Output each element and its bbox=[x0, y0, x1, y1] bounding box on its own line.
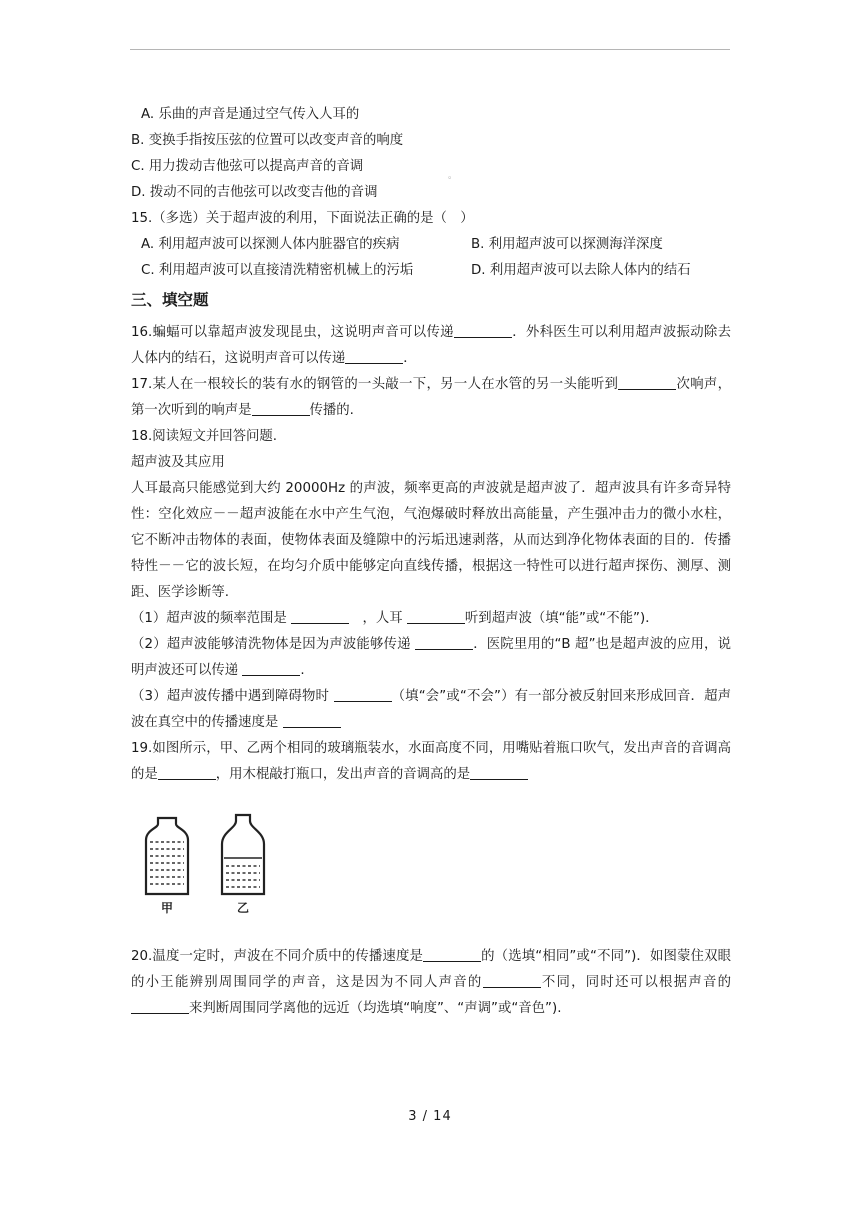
q14-option-b: B. 变换手指按压弦的位置可以改变声音的响度 bbox=[131, 133, 404, 148]
q14-option-d: D. 拨动不同的吉他弦可以改变吉他的音调 bbox=[131, 185, 378, 200]
q15-option-a: A. 利用超声波可以探测人体内脏器官的疾病 bbox=[141, 237, 400, 252]
q20-text-1: 20.温度一定时，声波在不同介质中的传播速度是 bbox=[131, 949, 424, 964]
answer-blank[interactable] bbox=[470, 763, 528, 780]
answer-blank[interactable] bbox=[252, 399, 310, 416]
answer-blank[interactable] bbox=[454, 321, 512, 338]
answer-blank[interactable] bbox=[423, 945, 481, 962]
q15-options-row-1 bbox=[131, 232, 731, 258]
section-title: 三、填空题 bbox=[131, 291, 209, 309]
q18-s2-text-3: . bbox=[300, 663, 305, 678]
answer-blank[interactable] bbox=[415, 633, 473, 650]
q14-option-a: A. 乐曲的声音是通过空气传入人耳的 bbox=[141, 107, 360, 122]
q15-options-row-2 bbox=[131, 258, 731, 284]
bottle-yi bbox=[222, 815, 264, 894]
q18-s1-text-2: ，人耳 bbox=[362, 611, 403, 626]
q15-option-b: B. 利用超声波可以探测海洋深度 bbox=[471, 237, 663, 252]
q15-option-d: D. 利用超声波可以去除人体内的结石 bbox=[471, 263, 691, 278]
answer-blank[interactable] bbox=[158, 763, 216, 780]
q16-text-3: ． bbox=[403, 351, 417, 366]
q18-s3-text-2: （填“会”或“不会”）有一部分被反射回来形成回音．超声波在真空中的传播速度是 bbox=[131, 689, 731, 730]
question-19 bbox=[131, 736, 731, 788]
q18-stem: 18.阅读短文并回答问题. bbox=[131, 429, 278, 444]
q18-s1-text-3: 听到超声波（填“能”或“不能”)． bbox=[464, 611, 659, 626]
q17-text-3: 传播的. bbox=[309, 403, 354, 418]
article-title: 超声波及其应用 bbox=[131, 455, 225, 470]
q18-sub-3 bbox=[131, 684, 731, 736]
q20-text-4: 来判断周围同学离他的远近（均选填“响度”、“声调”或“音色”). bbox=[189, 1001, 562, 1016]
water-lines-yi bbox=[226, 866, 260, 887]
q19-text-1: 19.如图所示，甲、乙两个相同的玻璃瓶装水，水面高度不同，用嘴贴着瓶口吹气，发出声音的音调高的是 bbox=[131, 741, 731, 782]
q20-text-3: 不同，同时还可以根据声音的 bbox=[540, 975, 732, 990]
q18-sub-2 bbox=[131, 632, 731, 684]
answer-blank[interactable] bbox=[334, 685, 392, 702]
q18-s2-text-2: ．医院里用的“B 超”也是超声波的应用，说明声波还可以传递 bbox=[131, 637, 731, 678]
q20-text-2: 的（选填“相同”或“不同”)．如图蒙住双眼的小王能辨别周围同学的声音，这是因为不同人声音的 bbox=[131, 949, 731, 990]
stray-mark: 。 bbox=[448, 171, 458, 181]
q15-option-c: C. 利用超声波可以直接清洗精密机械上的污垢 bbox=[141, 263, 414, 278]
bottles-figure bbox=[140, 810, 270, 918]
answer-blank[interactable] bbox=[291, 607, 349, 624]
q16-text-2: ．外科医生可以利用超声波振动除去人体内的结石，这说明声音可以传递 bbox=[131, 325, 732, 366]
q17-text-2: 次响声，第一次听到的响声是 bbox=[131, 377, 731, 418]
q14-option-c: C. 用力拨动吉他弦可以提高声音的音调 bbox=[131, 159, 364, 174]
answer-blank[interactable] bbox=[283, 711, 341, 728]
q19-text-2: ，用木棍敲打瓶口，发出声音的音调高的是 bbox=[215, 767, 471, 782]
answer-blank[interactable] bbox=[345, 347, 403, 364]
header-rule bbox=[130, 49, 730, 50]
water-lines-jia bbox=[150, 842, 184, 884]
label-jia: 甲 bbox=[160, 901, 174, 915]
question-17 bbox=[131, 372, 731, 424]
q16-text-1: 16.蝙蝠可以靠超声波发现昆虫，这说明声音可以传递 bbox=[131, 325, 454, 340]
q18-s2-text-1: （2）超声波能够清洗物体是因为声波能够传递 bbox=[131, 637, 411, 652]
answer-blank[interactable] bbox=[131, 997, 189, 1014]
label-yi: 乙 bbox=[236, 901, 250, 915]
q15-stem: 15.（多选）关于超声波的利用，下面说法正确的是（ ） bbox=[131, 211, 474, 226]
answer-blank[interactable] bbox=[407, 607, 465, 624]
question-16 bbox=[131, 320, 731, 372]
q18-sub-1 bbox=[131, 606, 731, 632]
q18-s3-text-1: （3）超声波传播中遇到障碍物时 bbox=[131, 689, 330, 704]
q17-text-1: 17.某人在一根较长的装有水的钢管的一头敲一下，另一人在水管的另一头能听到 bbox=[131, 377, 619, 392]
page-number: 3 / 14 bbox=[408, 1109, 452, 1124]
answer-blank[interactable] bbox=[483, 971, 541, 988]
q18-s1-text-1: （1）超声波的频率范围是 bbox=[131, 611, 287, 626]
answer-blank[interactable] bbox=[618, 373, 676, 390]
answer-blank[interactable] bbox=[242, 659, 300, 676]
question-20 bbox=[131, 944, 731, 1022]
article-body: 人耳最高只能感觉到大约 20000Hz 的声波，频率更高的声波就是超声波了．超声波具有许多奇异特性：空化效应－－超声波能在水中产生气泡，气泡爆破时释放出高能量，产生强冲击力的微小水柱，它不断冲击物体的表面，使物体表面及缝隙中的污垢迅速剥落，从而达到净化物体表面的目的．传播特性－－它的波长短，在均匀介质中能够定向直线传播，根据这一特性可以进行超声探伤、测厚、测距、医学诊断等. bbox=[131, 481, 731, 600]
